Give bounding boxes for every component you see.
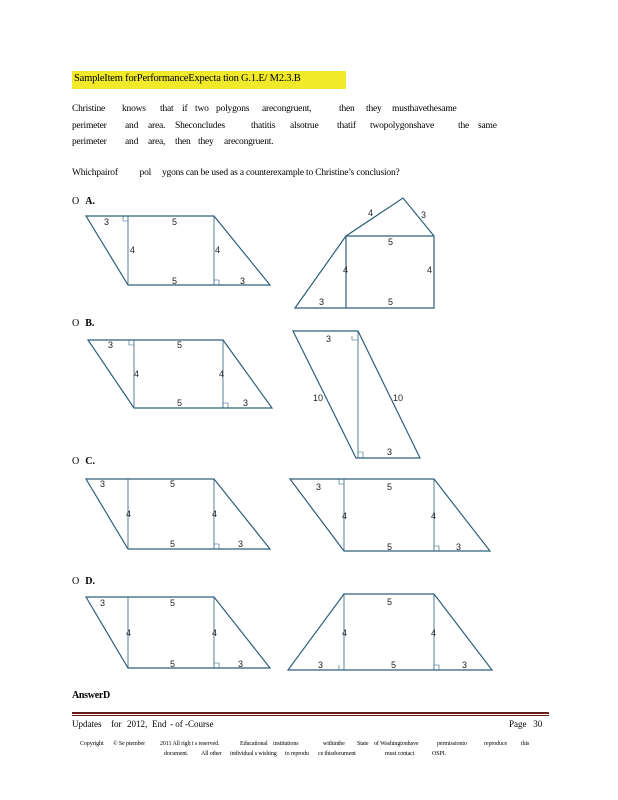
body-line-1-w8: they — [366, 104, 382, 114]
footer-rule-thin — [72, 715, 549, 716]
body-line-1-w1: knows — [122, 104, 146, 114]
c-left-label-top-3: 3 — [100, 479, 106, 489]
c-left-label-bottom-5: 5 — [170, 539, 176, 549]
figure-d-left — [86, 597, 270, 668]
option-a-label: A. — [85, 196, 95, 207]
body-line-1-w5: polygons — [216, 104, 250, 114]
d-left-label-h1: 4 — [126, 628, 132, 638]
c-right-label-top-5: 5 — [387, 482, 393, 492]
figure-a-right — [295, 198, 434, 308]
body-line-1-w0: Christine — [72, 104, 106, 114]
c-left-label-bottom-3: 3 — [238, 539, 244, 549]
c-right-label-bottom-3: 3 — [456, 542, 462, 552]
d-right-label-h1: 4 — [342, 628, 348, 638]
d-left-label-top-5: 5 — [170, 598, 176, 608]
d-left-label-bottom-5: 5 — [170, 659, 176, 669]
a-left-label-h1: 4 — [130, 245, 136, 255]
d-right-label-bottom-3-left: 3 — [318, 660, 324, 670]
body-line-2-w0: perimeter — [72, 121, 107, 131]
option-a-bullet: O — [72, 196, 80, 207]
d-left-label-bottom-3: 3 — [238, 659, 244, 669]
a-right-label-3-top: 3 — [421, 210, 427, 220]
a-left-label-top-3: 3 — [104, 217, 110, 227]
body-line-3-w1: and — [125, 137, 139, 147]
c-right-label-h1: 4 — [342, 511, 348, 521]
b-left-label-top-5: 5 — [177, 340, 183, 350]
copyright-w6: State — [357, 741, 369, 747]
copyright-l2-w3: to reprodu — [285, 751, 309, 757]
copyright-w3: Educational — [240, 741, 268, 747]
d-right-label-bottom-3-right: 3 — [462, 660, 468, 670]
option-c-bullet: O — [72, 456, 80, 467]
copyright-w5: withinthe — [323, 741, 345, 747]
d-left-label-h2: 4 — [212, 628, 218, 638]
body-line-2-w8: the — [458, 121, 470, 131]
c-left-label-top-5: 5 — [170, 479, 176, 489]
body-line-3-w4: they — [198, 137, 214, 147]
a-left-label-bottom-5: 5 — [172, 276, 178, 286]
copyright-w10: this — [521, 741, 530, 747]
body-line-2-w3: Sheconcludes — [175, 121, 225, 131]
copyright-l2-w5: must contact — [385, 751, 415, 757]
copyright-l2-w4: ce thisdocument — [318, 751, 356, 757]
body-line-2-w2: area. — [148, 121, 166, 131]
b-right-label-left-10: 10 — [313, 393, 324, 403]
footer-for: for — [111, 719, 122, 729]
body-line-3-w0: perimeter — [72, 137, 107, 147]
body-line-1-w7: then — [339, 104, 355, 114]
body-line-2-w9: same — [478, 121, 497, 131]
a-right-label-5-bottom: 5 — [388, 297, 394, 307]
d-right-label-h2: 4 — [431, 628, 437, 638]
copyright-w1: © Se ptember — [113, 741, 146, 747]
body-line-2-w1: and — [125, 121, 139, 131]
option-c-label: C. — [85, 456, 95, 467]
b-left-label-h2: 4 — [219, 369, 225, 379]
body-line-2-w7: twopolygonshave — [370, 121, 435, 131]
option-d-label: D. — [85, 576, 95, 587]
question-text: Whichpairof pol ygons can be used as a counterexample to Christine’s conclusion? — [72, 168, 400, 178]
a-right-label-5-top: 5 — [388, 237, 394, 247]
b-left-label-top-3: 3 — [108, 340, 114, 350]
a-left-label-top-5: 5 — [172, 217, 178, 227]
answer-label: AnswerD — [72, 690, 110, 701]
body-line-2-w4: thatitis — [251, 121, 276, 131]
option-b-label: B. — [85, 318, 95, 329]
option-b-bullet: O — [72, 318, 80, 329]
copyright-l2-w1: All other — [201, 751, 222, 757]
footer-end: End — [152, 719, 167, 729]
footer-updates: Updates — [72, 719, 102, 729]
copyright-w0: Copyright — [80, 741, 104, 747]
copyright-l2-w0: document. — [164, 751, 189, 757]
copyright-w2: 2011 All righ t s reserved. — [160, 741, 220, 747]
copyright-w7: of Washingtonhave — [374, 741, 419, 747]
a-right-label-3-bottom: 3 — [319, 297, 325, 307]
b-right-label-top-3: 3 — [326, 334, 332, 344]
sample-item-heading: SampleItem forPerformanceExpecta tion G.1.E/ M2.3.B — [74, 73, 301, 84]
footer-page-number: Page 30 — [509, 719, 543, 729]
body-line-1-w3: if — [182, 104, 188, 114]
body-line-3-w3: then — [175, 137, 191, 147]
c-right-label-bottom-5: 5 — [387, 542, 393, 552]
copyright-l2-w6: OSPI. — [432, 751, 447, 757]
c-right-label-top-3: 3 — [316, 482, 322, 492]
figure-a-left — [86, 216, 270, 285]
b-right-label-bottom-3: 3 — [387, 447, 393, 457]
footer-year: 2012, — [127, 719, 148, 729]
d-right-label-bottom-5: 5 — [391, 660, 397, 670]
b-left-label-h1: 4 — [134, 369, 140, 379]
c-left-label-h1: 4 — [126, 509, 132, 519]
footer-course: - of -Course — [170, 719, 214, 729]
b-right-label-right-10: 10 — [393, 393, 404, 403]
copyright-w4: institutions — [273, 741, 299, 747]
body-line-3-w5: arecongruent. — [224, 137, 274, 147]
d-left-label-top-3: 3 — [100, 598, 106, 608]
body-line-2-w6: thatif — [337, 121, 356, 131]
copyright-w9: reproduce — [484, 741, 508, 747]
copyright-l2-w2: individual s wishing — [230, 751, 277, 757]
a-left-label-h2: 4 — [215, 245, 221, 255]
a-right-label-4-left: 4 — [343, 265, 349, 275]
a-right-label-4-top: 4 — [368, 208, 374, 218]
b-left-label-bottom-5: 5 — [177, 398, 183, 408]
body-line-2-w5: alsotrue — [290, 121, 319, 131]
copyright-w8: permissionto — [437, 741, 467, 747]
body-line-3-w2: area, — [148, 137, 166, 147]
body-line-1-w6: arecongruent, — [262, 104, 312, 114]
d-right-label-top-5: 5 — [387, 597, 393, 607]
option-d-bullet: O — [72, 576, 80, 587]
c-left-label-h2: 4 — [212, 509, 218, 519]
a-right-label-4-right: 4 — [427, 265, 433, 275]
a-left-label-bottom-3: 3 — [240, 276, 246, 286]
body-line-1-w4: two — [195, 104, 209, 114]
body-line-1-w9: musthavethesame — [392, 104, 457, 114]
body-line-1-w2: that — [160, 104, 174, 114]
b-left-label-bottom-3: 3 — [243, 398, 249, 408]
c-right-label-h2: 4 — [431, 511, 437, 521]
footer-rule — [72, 712, 549, 714]
